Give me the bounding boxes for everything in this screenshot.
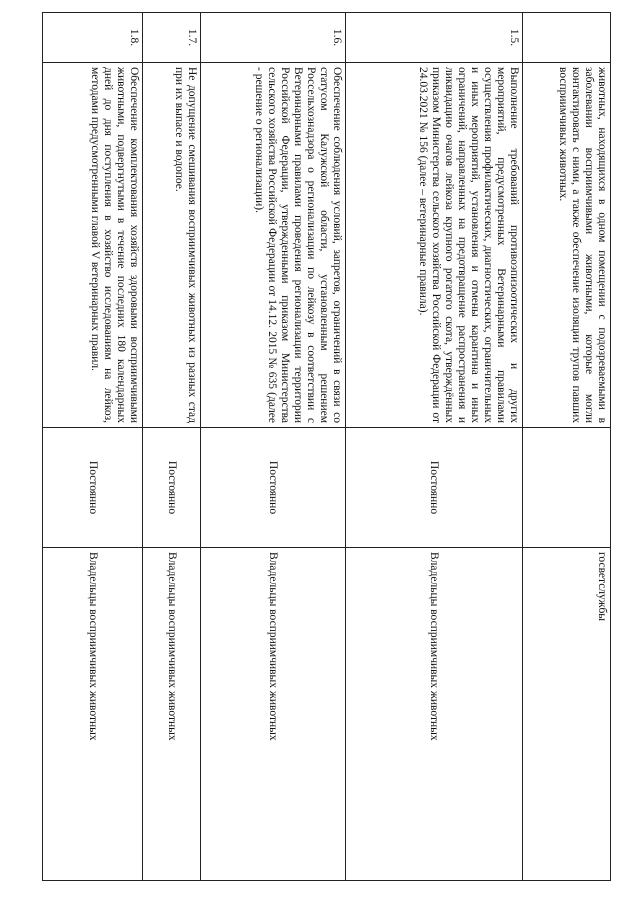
- row-number: 1.5.: [346, 13, 523, 63]
- table-row: [201, 13, 346, 881]
- term-cell: Постоянно: [143, 428, 201, 548]
- row-number: 1.8.: [43, 13, 143, 63]
- table-row: [143, 13, 201, 881]
- responsible-cell: Владельцы восприимчивых животных: [143, 548, 201, 881]
- row-number: 1.7.: [143, 13, 201, 63]
- measure-text: Обеспечение соблюдения условий, запретов, ограничений в связи со статусом Калужской области, установленным решением Россельхознадзора о регионализации по лейкозу в соответствии с Ветеринарными правилами проведения регионализации территории Российской Федерации, утвержденными приказом Министерства сельского хозяйства Российской Федерации от 14.12. 2015 № 635 (далее - решение о регионализации).: [201, 63, 346, 428]
- responsible-cell: Владельцы восприимчивых животных: [201, 548, 346, 881]
- row-number: [523, 13, 611, 63]
- measure-text: Выполнение требований противоэпизоотических и других мероприятий, предусмотренных Ветеринарными правилами осуществления профилактических, диагностических, ограничительных и иных мероприятий, установления и отмены карантина и иных ограничений, направленных на предотвращение распространения и ликвидацию очагов лейкоза крупного рогатого скота, утверждённых приказом Министерства сельского хозяйства Российской Федерации от 24.03.2021 № 156 (далее – ветеринарные правила).: [346, 63, 523, 428]
- term-cell: [523, 428, 611, 548]
- responsible-cell: госветслужбы: [523, 548, 611, 881]
- term-cell: Постоянно: [43, 428, 143, 548]
- row-number: 1.6.: [201, 13, 346, 63]
- measure-text: животных, находящихся в одном помещении с подозреваемыми в заболевании восприимчивыми животными, которые могли контактировать с ними, а также обеспечение изоляции трупов павших восприимчивых животных.: [523, 63, 611, 428]
- responsible-cell: Владельцы восприимчивых животных: [43, 548, 143, 881]
- table-row: [523, 13, 611, 881]
- term-cell: Постоянно: [201, 428, 346, 548]
- measures-table: [42, 12, 611, 881]
- measure-text: Обеспечение комплектования хозяйств здоровыми восприимчивыми животными, подвергнутыми в течение последних 180 календарных дней до дня поступления в хозяйство исследованиям на лейкоз, методами предусмотренными главой V ветеринарных правил.: [43, 63, 143, 428]
- responsible-cell: Владельцы восприимчивых животных: [346, 548, 523, 881]
- table-row: [346, 13, 523, 881]
- table-row: [43, 13, 143, 881]
- measure-text: Не допущение смешивания восприимчивых животных из разных стад при их выпасе и водопое.: [143, 63, 201, 428]
- term-cell: Постоянно: [346, 428, 523, 548]
